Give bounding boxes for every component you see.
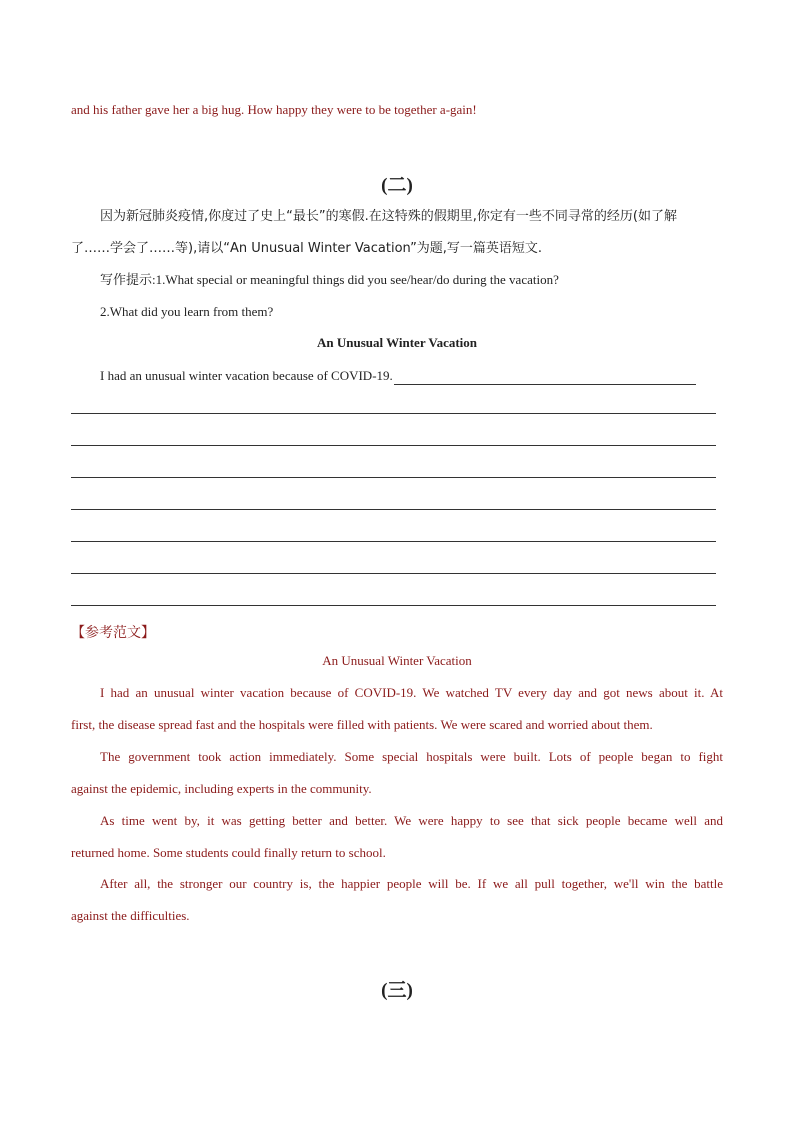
answer-line-7[interactable]: [71, 605, 716, 606]
writing-hint-1: 写作提示:1.What special or meaningful things did you see/hear/do during the vacation?: [100, 272, 559, 287]
reference-p1-line2: first, the disease spread fast and the hospitals were filled with patients. We were scared and worried about them.: [71, 717, 653, 732]
answer-line-1[interactable]: [71, 413, 716, 414]
reference-p3-line1: As time went by, it was getting better and better. We were happy to see that sick people became well and: [100, 813, 723, 828]
reference-p2-line2: against the epidemic, including experts in the community.: [71, 781, 372, 796]
essay-title: An Unusual Winter Vacation: [316, 335, 478, 350]
top-text: and his father gave her a big hug. How happy they were to be together a-gain!: [71, 102, 477, 117]
essay-start-text: I had an unusual winter vacation because of COVID-19.: [100, 368, 393, 383]
reference-p3-line2: returned home. Some students could finally return to school.: [71, 845, 386, 860]
answer-line-2[interactable]: [71, 445, 716, 446]
answer-line-4[interactable]: [71, 509, 716, 510]
writing-hint-2: 2.What did you learn from them?: [100, 304, 274, 319]
instruction-line-2: 了……学会了……等),请以“An Unusual Winter Vacation”为题,写一篇英语短文.: [71, 241, 543, 256]
reference-essay-label: 【参考范文】: [71, 625, 155, 641]
answer-line-5[interactable]: [71, 541, 716, 542]
reference-p2-line1: The government took action immediately. Some special hospitals were built. Lots of people began to fight: [100, 749, 723, 764]
essay-start-line: [100, 367, 723, 385]
instruction-line-1: 因为新冠肺炎疫情,你度过了史上“最长”的寒假.在这特殊的假期里,你定有一些不同寻常的经历(如了解: [100, 209, 677, 224]
answer-blank-inline[interactable]: [394, 371, 696, 385]
reference-p4-line1: After all, the stronger our country is, the happier people will be. If we all pull together, we'll win the battle: [100, 876, 723, 891]
reference-p1-line1: I had an unusual winter vacation because of COVID-19. We watched TV every day and got news about it. At: [100, 685, 723, 700]
section-3-heading: (三): [381, 980, 413, 1001]
answer-line-6[interactable]: [71, 573, 716, 574]
section-2-heading: (二): [381, 175, 413, 196]
reference-essay-title: An Unusual Winter Vacation: [322, 653, 472, 668]
answer-line-3[interactable]: [71, 477, 716, 478]
reference-p4-line2: against the difficulties.: [71, 908, 190, 923]
